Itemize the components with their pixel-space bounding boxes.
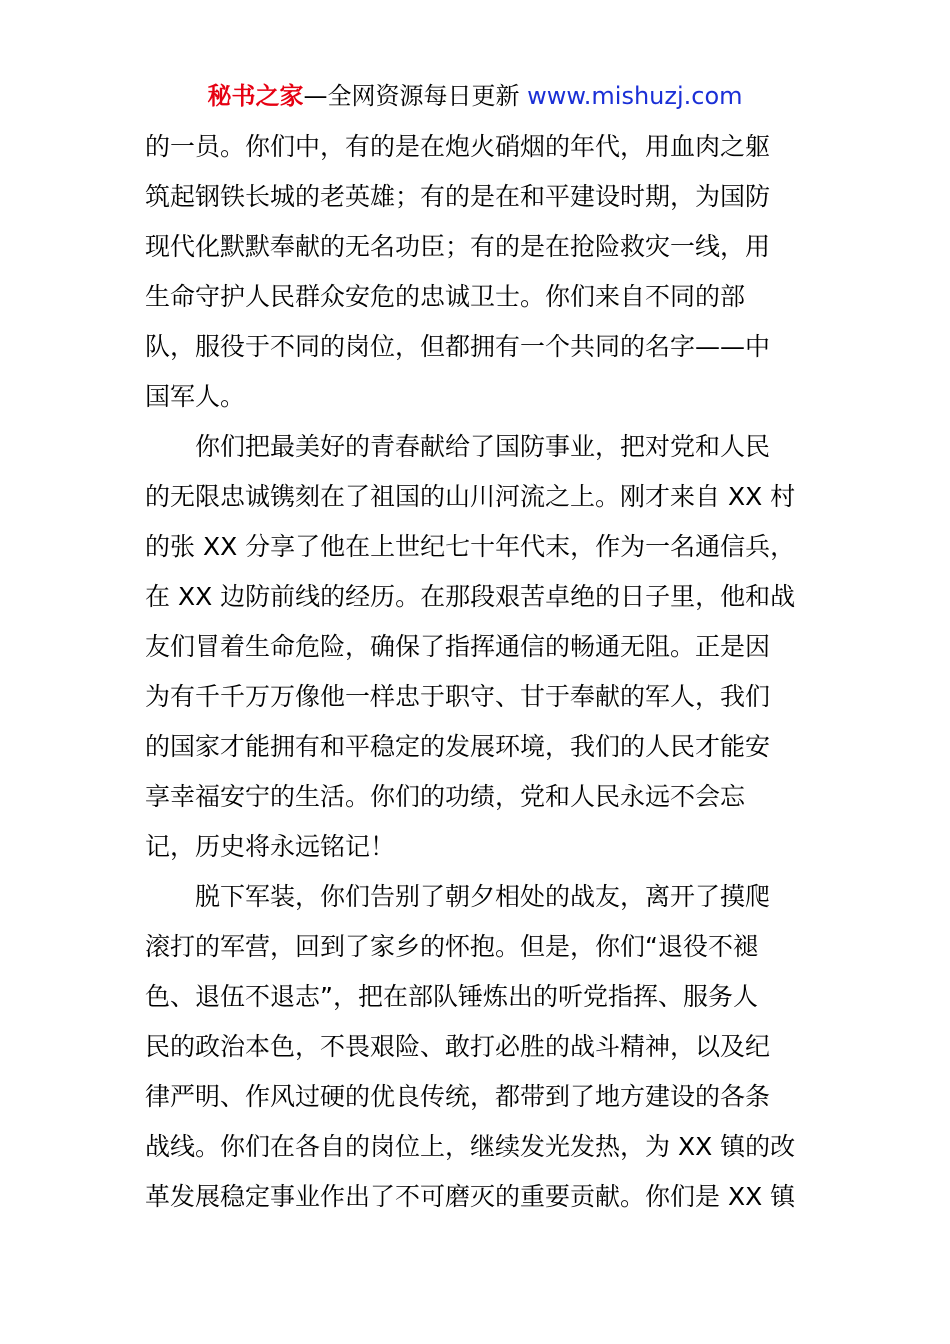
text-line: 革发展稳定事业作出了不可磨灭的重要贡献。你们是 XX 镇: [145, 1182, 796, 1211]
site-brand: 秘书之家: [207, 82, 304, 110]
text-line: 脱下军装，你们告别了朝夕相处的战友，离开了摸爬: [145, 882, 771, 911]
text-line: 生命守护人民群众安危的忠诚卫士。你们来自不同的部: [145, 282, 746, 311]
text-line: 享幸福安宁的生活。你们的功绩，党和人民永远不会忘: [145, 782, 746, 811]
text-line: 战线。你们在各自的岗位上，继续发光发热，为 XX 镇的改: [145, 1132, 796, 1161]
text-line: 为有千千万万像他一样忠于职守、甘于奉献的军人，我们: [145, 682, 771, 711]
site-tagline: —全网资源每日更新: [303, 82, 528, 110]
text-line: 国军人。: [145, 382, 246, 411]
text-line: 的张 XX 分享了他在上世纪七十年代末，作为一名通信兵，: [145, 532, 796, 561]
text-line: 的一员。你们中，有的是在炮火硝烟的年代，用血肉之躯: [145, 132, 771, 161]
text-line: 的国家才能拥有和平稳定的发展环境，我们的人民才能安: [145, 732, 771, 761]
text-line: 的无限忠诚镌刻在了祖国的山川河流之上。刚才来自 XX 村: [145, 482, 796, 511]
text-line: 滚打的军营，回到了家乡的怀抱。但是，你们“退役不褪: [145, 932, 758, 961]
document-body: [145, 122, 810, 1222]
text-line: 队，服役于不同的岗位，但都拥有一个共同的名字——中: [145, 332, 771, 361]
text-line: 记，历史将永远铭记！: [145, 832, 396, 861]
page-header: [0, 80, 950, 112]
text-line: 民的政治本色，不畏艰险、敢打必胜的战斗精神，以及纪: [145, 1032, 771, 1061]
text-line: 友们冒着生命危险，确保了指挥通信的畅通无阻。正是因: [145, 632, 771, 661]
text-line: 在 XX 边防前线的经历。在那段艰苦卓绝的日子里，他和战: [145, 582, 796, 611]
text-line: 现代化默默奉献的无名功臣；有的是在抢险救灾一线，用: [145, 232, 771, 261]
text-line: 筑起钢铁长城的老英雄；有的是在和平建设时期，为国防: [145, 182, 771, 211]
text-line: 你们把最美好的青春献给了国防事业，把对党和人民: [145, 432, 771, 461]
text-line: 色、退伍不退志”，把在部队锤炼出的听党指挥、服务人: [145, 982, 758, 1011]
text-line: 律严明、作风过硬的优良传统，都带到了地方建设的各条: [145, 1082, 771, 1111]
site-url-link[interactable]: www.mishuzj.com: [527, 82, 743, 110]
